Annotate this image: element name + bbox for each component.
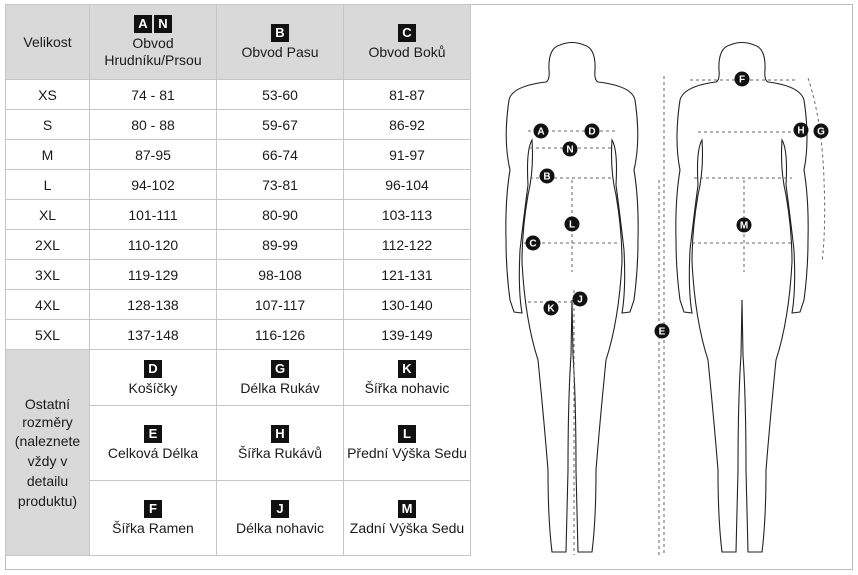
size-table-header: [6, 5, 471, 80]
size-cell: 3XL: [6, 260, 90, 290]
other-cell: [90, 406, 217, 481]
other-note: (naleznete vždy v detailu produktu): [14, 432, 81, 509]
other-cell: [90, 481, 217, 556]
marker-f: [735, 72, 750, 87]
marker-e: [655, 324, 670, 339]
chest-cell: 110-120: [90, 230, 217, 260]
badge-h: H: [271, 425, 289, 443]
badge-e: E: [144, 425, 162, 443]
other-cell: [344, 406, 471, 481]
size-row: [6, 230, 471, 260]
marker-h-label: H: [797, 125, 805, 137]
badge-j: J: [271, 500, 289, 518]
waist-cell: 53-60: [217, 80, 344, 110]
back-silhouette: [676, 43, 808, 553]
marker-j: [573, 292, 588, 307]
other-label: Šířka nohavic: [364, 379, 450, 396]
badge-l: L: [398, 425, 416, 443]
marker-c: [526, 236, 541, 251]
marker-h: [794, 123, 809, 138]
header-hips-label: Obvod Boků: [368, 43, 446, 60]
other-title: Ostatní rozměry: [22, 395, 73, 430]
other-row: [6, 350, 471, 406]
other-label: Šířka Rukávů: [237, 445, 323, 461]
hips-cell: 103-113: [344, 200, 471, 230]
waist-cell: 116-126: [217, 320, 344, 350]
marker-d-label: D: [588, 126, 596, 138]
marker-c-label: C: [529, 238, 537, 250]
marker-group: [526, 72, 829, 339]
hips-cell: 86-92: [344, 110, 471, 140]
marker-k: [544, 301, 559, 316]
other-label: Košíčky: [128, 379, 178, 396]
marker-l-label: L: [568, 219, 576, 231]
badge-a: A: [134, 15, 152, 33]
waist-cell: 59-67: [217, 110, 344, 140]
hips-cell: 112-122: [344, 230, 471, 260]
size-row: [6, 80, 471, 110]
header-chest-label: Obvod Hrudníku/Prsou: [104, 35, 202, 68]
header-hips: [344, 5, 471, 80]
size-cell: S: [6, 110, 90, 140]
chest-cell: 101-111: [90, 200, 217, 230]
size-cell: XS: [6, 80, 90, 110]
marker-d: [585, 124, 600, 139]
other-label: Délka Rukáv: [240, 379, 320, 396]
marker-m: [737, 218, 752, 233]
badge-g: G: [271, 360, 289, 378]
size-cell: XL: [6, 200, 90, 230]
marker-b: [540, 169, 555, 184]
other-cell: [344, 481, 471, 556]
size-row: [6, 260, 471, 290]
other-cell: [344, 350, 471, 406]
other-cell: [90, 350, 217, 406]
size-cell: 4XL: [6, 290, 90, 320]
chest-cell: 80 - 88: [90, 110, 217, 140]
size-header: Velikost: [6, 5, 90, 80]
other-label: Celková Délka: [107, 445, 199, 461]
badge-m: M: [398, 500, 416, 518]
hips-cell: 130-140: [344, 290, 471, 320]
chest-cell: 94-102: [90, 170, 217, 200]
other-label: Přední Výška Sedu: [347, 445, 467, 461]
waist-cell: 89-99: [217, 230, 344, 260]
chest-cell: 137-148: [90, 320, 217, 350]
marker-g-label: G: [817, 126, 825, 138]
other-dimensions-label: [6, 350, 90, 556]
other-cell: [217, 350, 344, 406]
marker-n-label: N: [566, 144, 574, 156]
size-cell: M: [6, 140, 90, 170]
badge-n: N: [154, 15, 172, 33]
size-row: [6, 320, 471, 350]
size-cell: 2XL: [6, 230, 90, 260]
header-waist: [217, 5, 344, 80]
marker-a-label: A: [537, 126, 545, 138]
other-cell: [217, 406, 344, 481]
other-label: Zadní Výška Sedu: [349, 520, 465, 536]
hips-cell: 91-97: [344, 140, 471, 170]
waist-cell: 80-90: [217, 200, 344, 230]
other-label: Šířka Ramen: [112, 520, 194, 536]
hips-cell: 81-87: [344, 80, 471, 110]
badge-f: F: [144, 500, 162, 518]
badge-b: B: [271, 24, 289, 42]
size-row: [6, 290, 471, 320]
marker-a: [534, 124, 549, 139]
marker-l: [565, 217, 580, 232]
chest-cell: 128-138: [90, 290, 217, 320]
size-cell: L: [6, 170, 90, 200]
size-row: [6, 170, 471, 200]
waist-cell: 107-117: [217, 290, 344, 320]
header-waist-label: Obvod Pasu: [241, 43, 319, 60]
size-table: [5, 4, 471, 556]
front-silhouette: [506, 43, 638, 553]
other-cell: [217, 481, 344, 556]
header-chest: [90, 5, 217, 80]
waist-cell: 98-108: [217, 260, 344, 290]
hips-cell: 139-149: [344, 320, 471, 350]
marker-m-label: M: [739, 220, 749, 232]
hips-cell: 121-131: [344, 260, 471, 290]
waist-cell: 73-81: [217, 170, 344, 200]
marker-k-label: K: [547, 303, 555, 315]
size-row: [6, 200, 471, 230]
body-measurement-figure: [471, 4, 853, 570]
badge-c: C: [398, 24, 416, 42]
chest-cell: 74 - 81: [90, 80, 217, 110]
marker-n: [563, 142, 578, 157]
size-cell: 5XL: [6, 320, 90, 350]
marker-e-label: E: [658, 326, 666, 338]
marker-j-label: J: [577, 294, 583, 306]
badge-d: D: [144, 360, 162, 378]
marker-g: [814, 124, 829, 139]
marker-b-label: B: [543, 171, 551, 183]
hips-cell: 96-104: [344, 170, 471, 200]
badge-k: K: [398, 360, 416, 378]
waist-cell: 66-74: [217, 140, 344, 170]
other-label: Délka nohavic: [236, 520, 324, 536]
marker-f-label: F: [738, 74, 746, 86]
chest-cell: 87-95: [90, 140, 217, 170]
size-row: [6, 110, 471, 140]
chest-cell: 119-129: [90, 260, 217, 290]
size-row: [6, 140, 471, 170]
